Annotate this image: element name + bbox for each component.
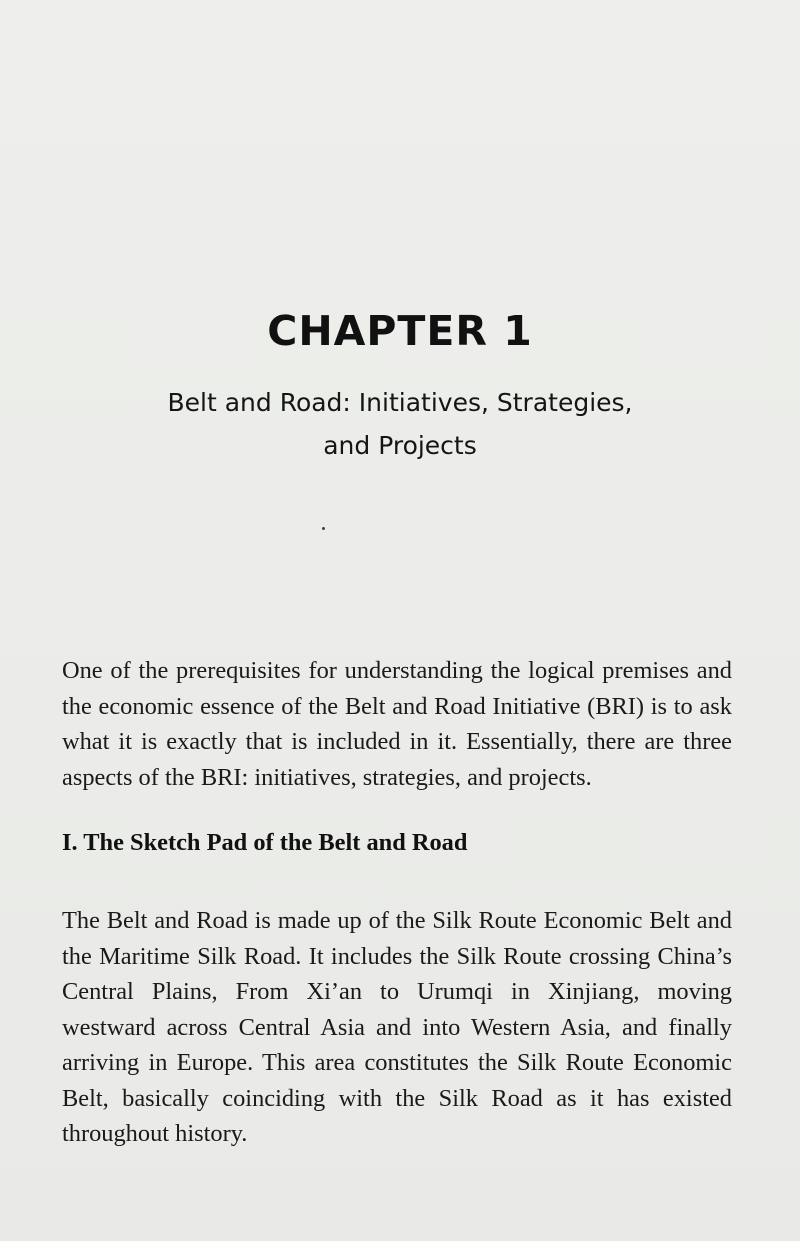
decorative-dot (322, 527, 325, 530)
chapter-title-line-2: and Projects (323, 431, 477, 460)
section-paragraph: The Belt and Road is made up of the Silk Route Economic Belt and the Maritime Silk Road. It includes the Silk Route crossing China’s Central Plains, From Xi’an to Urumqi in Xinjiang, moving westward across Central Asia and into Western Asia, and finally arriving in Europe. This area constitutes the Silk Route Economic Belt, basically coinciding with the Silk Road as it has existed throughout history. (62, 907, 732, 1148)
intro-paragraph: One of the prerequisites for understanding the logical premises and the economic essence of the Belt and Road Initiative (BRI) is to ask what it is exactly that is included in it. Essentially, there are three aspects of the BRI: initiatives, strategies, and projects. (62, 657, 732, 791)
section-heading: I. The Sketch Pad of the Belt and Road (62, 829, 468, 856)
chapter-heading: CHAPTER 1 (267, 307, 533, 355)
chapter-title (100, 381, 700, 467)
chapter-title-line-1: Belt and Road: Initiatives, Strategies, (167, 388, 633, 417)
